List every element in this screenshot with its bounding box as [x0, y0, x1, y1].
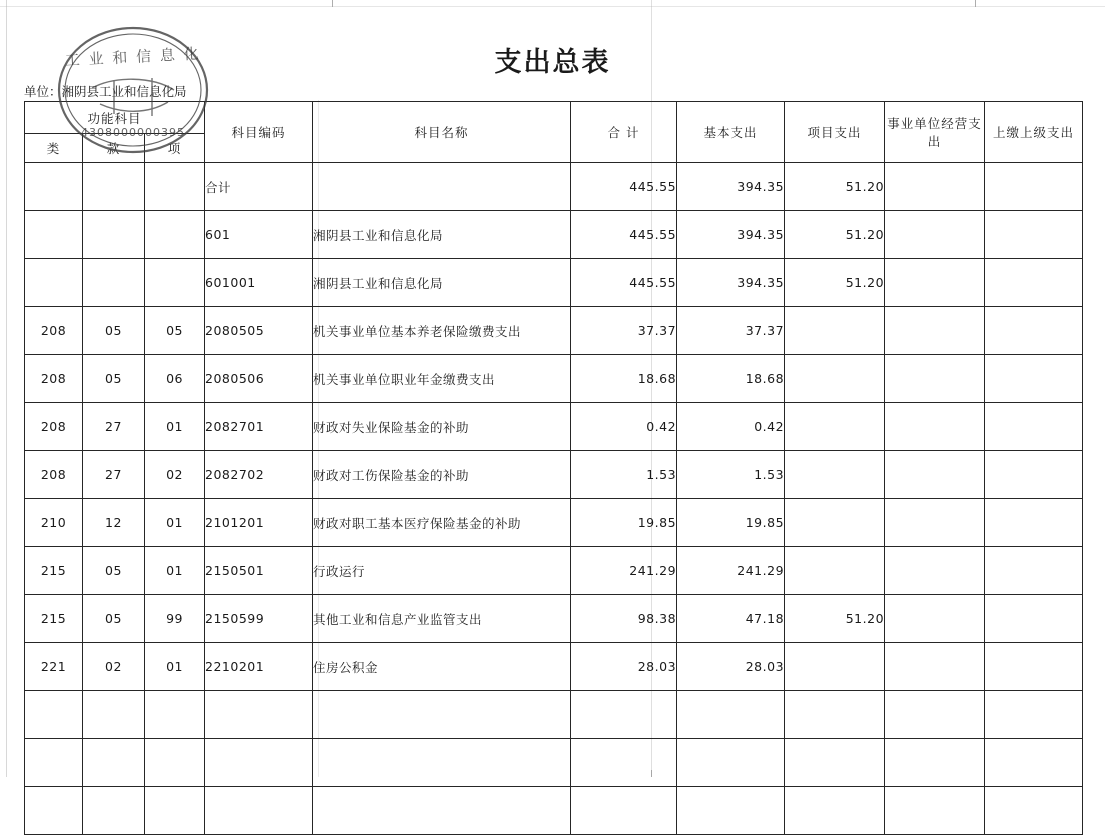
table-row — [25, 307, 1083, 355]
cell-kuan — [83, 259, 145, 307]
cell-basic — [677, 691, 785, 739]
cell-business — [885, 643, 985, 691]
cell-total — [571, 691, 677, 739]
cell-kuan: 12 — [83, 499, 145, 547]
cell-basic: 28.03 — [677, 643, 785, 691]
cell-business — [885, 259, 985, 307]
cell-xiang — [145, 739, 205, 787]
cell-basic: 241.29 — [677, 547, 785, 595]
cell-total: 0.42 — [571, 403, 677, 451]
cell-business — [885, 403, 985, 451]
cell-project: 51.20 — [785, 259, 885, 307]
table-row — [25, 595, 1083, 643]
cell-xiang: 99 — [145, 595, 205, 643]
cell-basic: 394.35 — [677, 211, 785, 259]
table-row — [25, 643, 1083, 691]
table-row — [25, 259, 1083, 307]
cell-subject-code: 2080506 — [205, 355, 313, 403]
cell-business — [885, 307, 985, 355]
cell-total — [571, 787, 677, 835]
header-business-expenditure: 事业单位经营支出 — [885, 102, 985, 163]
cell-xiang: 01 — [145, 547, 205, 595]
cell-project — [785, 499, 885, 547]
cell-business — [885, 547, 985, 595]
cell-project — [785, 355, 885, 403]
cell-business — [885, 739, 985, 787]
cell-basic: 1.53 — [677, 451, 785, 499]
cell-upper — [985, 163, 1083, 211]
cell-subject-name — [313, 691, 571, 739]
table-body — [25, 163, 1083, 835]
cell-subject-code: 2210201 — [205, 643, 313, 691]
header-lei: 类 — [25, 134, 83, 163]
cell-subject-code — [205, 787, 313, 835]
cell-lei: 215 — [25, 595, 83, 643]
cell-project — [785, 691, 885, 739]
cell-upper — [985, 595, 1083, 643]
cell-subject-code: 601 — [205, 211, 313, 259]
header-total: 合 计 — [571, 102, 677, 163]
cell-lei: 208 — [25, 307, 83, 355]
cell-project — [785, 739, 885, 787]
cell-xiang — [145, 787, 205, 835]
table-row — [25, 355, 1083, 403]
unit-label: 单位：湘阴县工业和信息化局 — [24, 84, 187, 99]
cell-kuan: 05 — [83, 595, 145, 643]
cell-subject-name: 行政运行 — [313, 547, 571, 595]
cell-total: 445.55 — [571, 163, 677, 211]
cell-lei: 221 — [25, 643, 83, 691]
cell-total: 28.03 — [571, 643, 677, 691]
cell-xiang: 01 — [145, 643, 205, 691]
cell-upper — [985, 499, 1083, 547]
cell-subject-code — [205, 691, 313, 739]
table-row — [25, 787, 1083, 835]
cell-lei: 208 — [25, 403, 83, 451]
cell-basic: 37.37 — [677, 307, 785, 355]
cell-xiang: 06 — [145, 355, 205, 403]
cell-upper — [985, 691, 1083, 739]
cell-xiang: 05 — [145, 307, 205, 355]
cell-basic — [677, 787, 785, 835]
cell-lei — [25, 787, 83, 835]
cell-basic: 18.68 — [677, 355, 785, 403]
table-row — [25, 163, 1083, 211]
cell-subject-name: 湘阴县工业和信息化局 — [313, 259, 571, 307]
cell-upper — [985, 451, 1083, 499]
cell-total: 19.85 — [571, 499, 677, 547]
cell-upper — [985, 307, 1083, 355]
cell-xiang: 02 — [145, 451, 205, 499]
cell-subject-code: 合计 — [205, 163, 313, 211]
cell-basic: 394.35 — [677, 259, 785, 307]
cell-subject-name: 湘阴县工业和信息化局 — [313, 211, 571, 259]
cell-xiang — [145, 259, 205, 307]
cell-project — [785, 643, 885, 691]
cell-business — [885, 691, 985, 739]
header-basic-expenditure: 基本支出 — [677, 102, 785, 163]
header-xiang: 项 — [145, 134, 205, 163]
cell-lei: 215 — [25, 547, 83, 595]
header-kuan: 款 — [83, 134, 145, 163]
cell-total: 241.29 — [571, 547, 677, 595]
svg-text:4308000000395: 4308000000395 — [81, 126, 185, 139]
cell-subject-name: 住房公积金 — [313, 643, 571, 691]
cell-project — [785, 403, 885, 451]
cell-kuan: 27 — [83, 451, 145, 499]
cell-project — [785, 451, 885, 499]
cell-upper — [985, 403, 1083, 451]
cell-project: 51.20 — [785, 595, 885, 643]
cell-basic: 0.42 — [677, 403, 785, 451]
cell-lei — [25, 163, 83, 211]
cell-business — [885, 787, 985, 835]
cell-basic: 394.35 — [677, 163, 785, 211]
cell-business — [885, 211, 985, 259]
cell-subject-name — [313, 739, 571, 787]
page-title: 支出总表 — [494, 47, 611, 78]
cell-project — [785, 547, 885, 595]
cell-total: 1.53 — [571, 451, 677, 499]
cell-kuan: 02 — [83, 643, 145, 691]
cell-subject-code: 2082701 — [205, 403, 313, 451]
cell-business — [885, 451, 985, 499]
cell-subject-name — [313, 787, 571, 835]
table-row — [25, 403, 1083, 451]
cell-subject-code — [205, 739, 313, 787]
cell-xiang: 01 — [145, 403, 205, 451]
cell-subject-code: 2080505 — [205, 307, 313, 355]
header-project-expenditure: 项目支出 — [785, 102, 885, 163]
cell-upper — [985, 259, 1083, 307]
cell-basic — [677, 739, 785, 787]
cell-upper — [985, 355, 1083, 403]
cell-kuan: 05 — [83, 355, 145, 403]
cell-total: 98.38 — [571, 595, 677, 643]
table-row — [25, 451, 1083, 499]
cell-kuan — [83, 787, 145, 835]
table-row — [25, 739, 1083, 787]
cell-subject-code: 2082702 — [205, 451, 313, 499]
cell-lei: 208 — [25, 451, 83, 499]
cell-subject-name: 财政对失业保险基金的补助 — [313, 403, 571, 451]
page-edge-line-top — [0, 6, 1105, 7]
cell-subject-name: 机关事业单位职业年金缴费支出 — [313, 355, 571, 403]
table-row — [25, 211, 1083, 259]
cell-kuan — [83, 163, 145, 211]
cell-kuan — [83, 739, 145, 787]
cell-xiang — [145, 211, 205, 259]
cell-subject-name: 财政对职工基本医疗保险基金的补助 — [313, 499, 571, 547]
table-header-row-top — [25, 102, 1083, 134]
cell-upper — [985, 547, 1083, 595]
cell-subject-name — [313, 163, 571, 211]
cell-lei: 210 — [25, 499, 83, 547]
cell-upper — [985, 739, 1083, 787]
cell-xiang — [145, 163, 205, 211]
cell-kuan: 05 — [83, 547, 145, 595]
cell-basic: 19.85 — [677, 499, 785, 547]
cell-project — [785, 787, 885, 835]
cell-subject-code: 2150501 — [205, 547, 313, 595]
cell-xiang — [145, 691, 205, 739]
header-upper-level-expenditure: 上缴上级支出 — [985, 102, 1083, 163]
table-row — [25, 499, 1083, 547]
page-tick-mark — [332, 0, 333, 7]
cell-project — [785, 307, 885, 355]
cell-subject-code: 601001 — [205, 259, 313, 307]
cell-subject-code: 2150599 — [205, 595, 313, 643]
cell-business — [885, 163, 985, 211]
cell-xiang: 01 — [145, 499, 205, 547]
cell-upper — [985, 643, 1083, 691]
cell-total: 37.37 — [571, 307, 677, 355]
cell-basic: 47.18 — [677, 595, 785, 643]
cell-total: 445.55 — [571, 211, 677, 259]
cell-kuan: 05 — [83, 307, 145, 355]
page-tick-mark — [975, 0, 976, 7]
cell-subject-name: 其他工业和信息产业监管支出 — [313, 595, 571, 643]
page-edge-line-left — [6, 0, 7, 777]
cell-total: 18.68 — [571, 355, 677, 403]
cell-lei: 208 — [25, 355, 83, 403]
cell-business — [885, 595, 985, 643]
cell-project: 51.20 — [785, 163, 885, 211]
cell-lei — [25, 211, 83, 259]
cell-lei — [25, 691, 83, 739]
cell-upper — [985, 211, 1083, 259]
cell-kuan — [83, 211, 145, 259]
cell-kuan — [83, 691, 145, 739]
cell-project: 51.20 — [785, 211, 885, 259]
table-row — [25, 547, 1083, 595]
cell-lei — [25, 259, 83, 307]
header-subject-name: 科目名称 — [313, 102, 571, 163]
expenditure-summary-table — [24, 101, 1083, 835]
cell-total: 445.55 — [571, 259, 677, 307]
cell-kuan: 27 — [83, 403, 145, 451]
cell-business — [885, 499, 985, 547]
cell-subject-name: 财政对工伤保险基金的补助 — [313, 451, 571, 499]
cell-lei — [25, 739, 83, 787]
cell-subject-code: 2101201 — [205, 499, 313, 547]
header-subject-code: 科目编码 — [205, 102, 313, 163]
cell-subject-name: 机关事业单位基本养老保险缴费支出 — [313, 307, 571, 355]
table-row — [25, 691, 1083, 739]
svg-text:工 业 和 信 息 化: 工 业 和 信 息 化 — [64, 44, 202, 70]
cell-total — [571, 739, 677, 787]
cell-business — [885, 355, 985, 403]
cell-upper — [985, 787, 1083, 835]
header-functional-subject: 功能科目 — [25, 102, 205, 134]
